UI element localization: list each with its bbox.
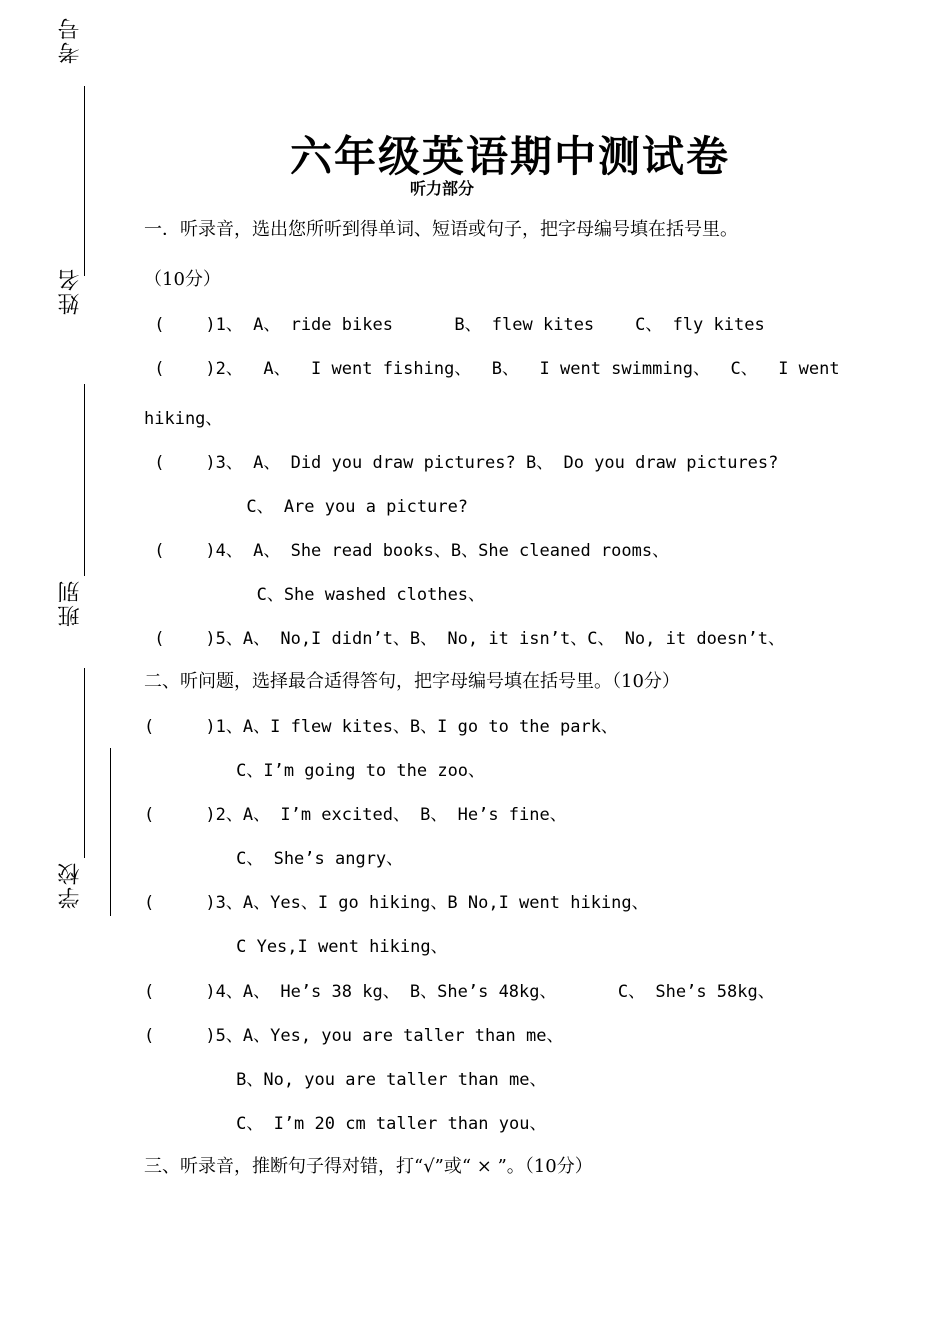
school-line bbox=[110, 748, 111, 916]
class-line bbox=[84, 668, 85, 858]
section-3-instruction: 三、听录音，推断句子得对错，打“√”或“ × ”。（10分） bbox=[144, 1156, 593, 1177]
question-2-5-cont-b: B、No, you are taller than me、 bbox=[144, 1070, 547, 1090]
question-2-5: ( )5、A、Yes, you are taller than me、 bbox=[144, 1026, 564, 1046]
question-2-2-cont: C、 She’s angry、 bbox=[144, 849, 404, 869]
question-2-1-cont: C、I’m going to the zoo、 bbox=[144, 761, 486, 781]
class-label: 班别 bbox=[58, 579, 83, 627]
exam-number-label: 考号 bbox=[58, 16, 83, 64]
question-2-2: ( )2、A、 I’m excited、 B、 He’s fine、 bbox=[144, 805, 567, 825]
question-1-2-cont: hiking、 bbox=[144, 409, 223, 429]
question-2-5-cont-c: C、 I’m 20 cm taller than you、 bbox=[144, 1114, 547, 1134]
student-name-line bbox=[84, 384, 85, 576]
school-label: 学校 bbox=[58, 861, 83, 909]
question-1-3: ( )3、 A、 Did you draw pictures? B、 Do you draw pictures? bbox=[144, 453, 779, 473]
exam-title: 六年级英语期中测试卷 bbox=[290, 132, 731, 181]
question-2-3: ( )3、A、Yes、I go hiking、B No,I went hiking、 bbox=[144, 893, 649, 913]
exam-number-line bbox=[84, 86, 85, 276]
question-1-5: ( )5、A、 No,I didn’t、B、 No, it isn’t、C、 No, it doesn’t、 bbox=[144, 629, 785, 649]
question-1-4-cont: C、She washed clothes、 bbox=[144, 585, 486, 605]
question-1-2: ( )2、 A、 I went fishing、 B、 I went swimming、 C、 I went bbox=[144, 359, 840, 379]
student-name-label: 姓名 bbox=[58, 267, 83, 315]
section-subtitle: 听力部分 bbox=[410, 179, 475, 198]
question-2-4: ( )4、A、 He’s 38 kg、 B、She’s 48kg、 C、 She’s 58kg、 bbox=[144, 982, 775, 1002]
question-2-1: ( )1、A、I flew kites、B、I go to the park、 bbox=[144, 717, 618, 737]
question-1-1: ( )1、 A、 ride bikes B、 flew kites C、 fly kites bbox=[144, 315, 765, 335]
section-2-instruction: 二、听问题，选择最合适得答句，把字母编号填在括号里。（10分） bbox=[144, 671, 680, 692]
section-1-score: （10分） bbox=[144, 269, 221, 290]
question-1-3-cont: C、 Are you a picture? bbox=[144, 497, 469, 517]
section-1-instruction: 一．听录音，选出您所听到得单词、短语或句子，把字母编号填在括号里。 bbox=[144, 219, 738, 240]
question-2-3-cont: C Yes,I went hiking、 bbox=[144, 937, 448, 957]
question-1-4: ( )4、 A、 She read books、B、She cleaned rooms、 bbox=[144, 541, 670, 561]
